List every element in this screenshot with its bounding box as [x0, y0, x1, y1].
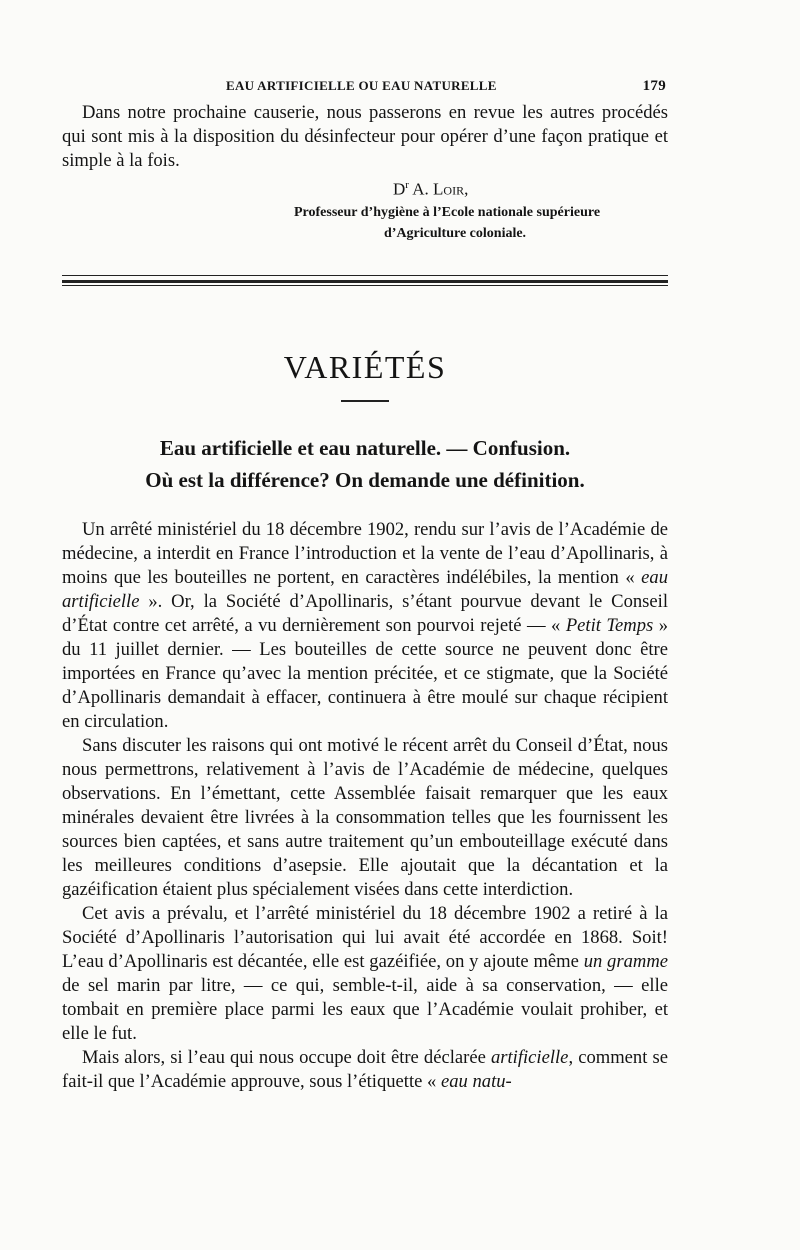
p4-text-a: Mais alors, si l’eau qui nous occupe doit être déclarée	[82, 1046, 491, 1068]
p1-italic-petit-temps: Petit Temps	[565, 614, 654, 636]
signature-prefix: D	[393, 179, 406, 199]
article-paragraph-1	[62, 518, 668, 734]
p1-text-e: » du 11 juillet dernier. — Les bouteilles de cette source ne peuvent donc être importées en France qu’avec la mention précitée, et ce stigmate, que la Société d’Apollinaris demandait à effacer, continuera à être moulé sur chaque récipient en circulation.	[62, 614, 668, 732]
p1-italic-eau-artificielle: eau artificielle	[62, 566, 668, 612]
p3-text-a: Cet avis a prévalu, et l’arrêté ministériel du 18 décembre 1902 a retiré à la Société d’Apollinaris l’autorisation qui lui avait été accordée en 1868. Soit! L’eau d’Apollinaris est décantée, elle est gazéifiée, on y ajoute même	[62, 902, 668, 972]
p4-italic-eau-natu: eau natu-	[440, 1070, 512, 1092]
signature-suffix: ,	[464, 179, 469, 199]
p4-italic-artificielle: artificielle	[490, 1046, 569, 1068]
section-divider	[62, 272, 668, 286]
affiliation-line-1: Professeur d’hygiène à l’Ecole nationale supérieure	[294, 204, 601, 220]
article-title-line-1: Eau artificielle et eau naturelle. — Confusion.	[159, 435, 571, 460]
article-paragraph-3	[62, 902, 668, 1046]
running-title: EAU ARTIFICIELLE OU EAU NATURELLE	[226, 78, 497, 93]
affiliation-line-2: d’Agriculture coloniale.	[384, 225, 527, 241]
divider-thin-rule	[62, 275, 668, 276]
intro-paragraph: Dans notre prochaine causerie, nous passerons en revue les autres procédés qui sont mis à la disposition du désinfecteur pour opérer d’une façon pratique et simple à la fois.	[62, 102, 668, 171]
running-header	[62, 75, 668, 101]
article-title-line-2: Où est la différence? On demande une définition.	[145, 467, 585, 492]
article-body	[62, 518, 668, 1094]
p1-text-c: ». Or, la Société d’Apollinaris, s’étant pourvue devant le Conseil d’État contre cet arrêté, a vu dernièrement son pourvoi rejeté — «	[62, 590, 668, 636]
signature-name: Loir	[433, 179, 465, 199]
article-paragraph-2: Sans discuter les raisons qui ont motivé le récent arrêt du Conseil d’État, nous nous permettrons, relativement à l’avis de l’Académie de médecine, quelques observations. En l’émettant, cette Assemblée faisait remarquer que les eaux minérales devaient être livrées à la consommation telles que les fournissent les sources bien captées, et sans autre traitement qu’un embouteillage exécuté dans les meilleures conditions d’asepsie. Elle ajoutait que la décantation et la gazéification étaient plus spécialement visées dans cette interdiction.	[62, 734, 668, 900]
article-paragraph-4	[62, 1046, 668, 1094]
signature-initial: A.	[408, 179, 434, 199]
page-number: 179	[642, 78, 666, 94]
p1-text-a: Un arrêté ministériel du 18 décembre 1902, rendu sur l’avis de l’Académie de médecine, a interdit en France l’introduction et la vente de l’eau d’Apollinaris, à moins que les bouteilles ne portent, en caractères indélébiles, la mention «	[62, 518, 668, 588]
p4-text-c: , comment se fait-il que l’Académie approuve, sous l’étiquette «	[62, 1046, 669, 1092]
article-title	[62, 432, 668, 496]
section-title-rule	[341, 400, 389, 402]
divider-thin-rule-2	[62, 285, 668, 286]
p3-text-c: de sel marin par litre, — ce qui, semble-t-il, aide à sa conservation, — elle tombait en première place parmi les eaux que l’Académie voulait prohiber, et elle le fut.	[62, 974, 668, 1044]
signature-prefix-sup: r	[405, 179, 409, 191]
section-title: VARIÉTÉS	[283, 348, 447, 385]
divider-thick-rule	[62, 280, 668, 283]
author-signature	[393, 173, 668, 202]
p3-italic-un-gramme: un gramme	[583, 950, 668, 972]
page	[62, 75, 668, 1094]
